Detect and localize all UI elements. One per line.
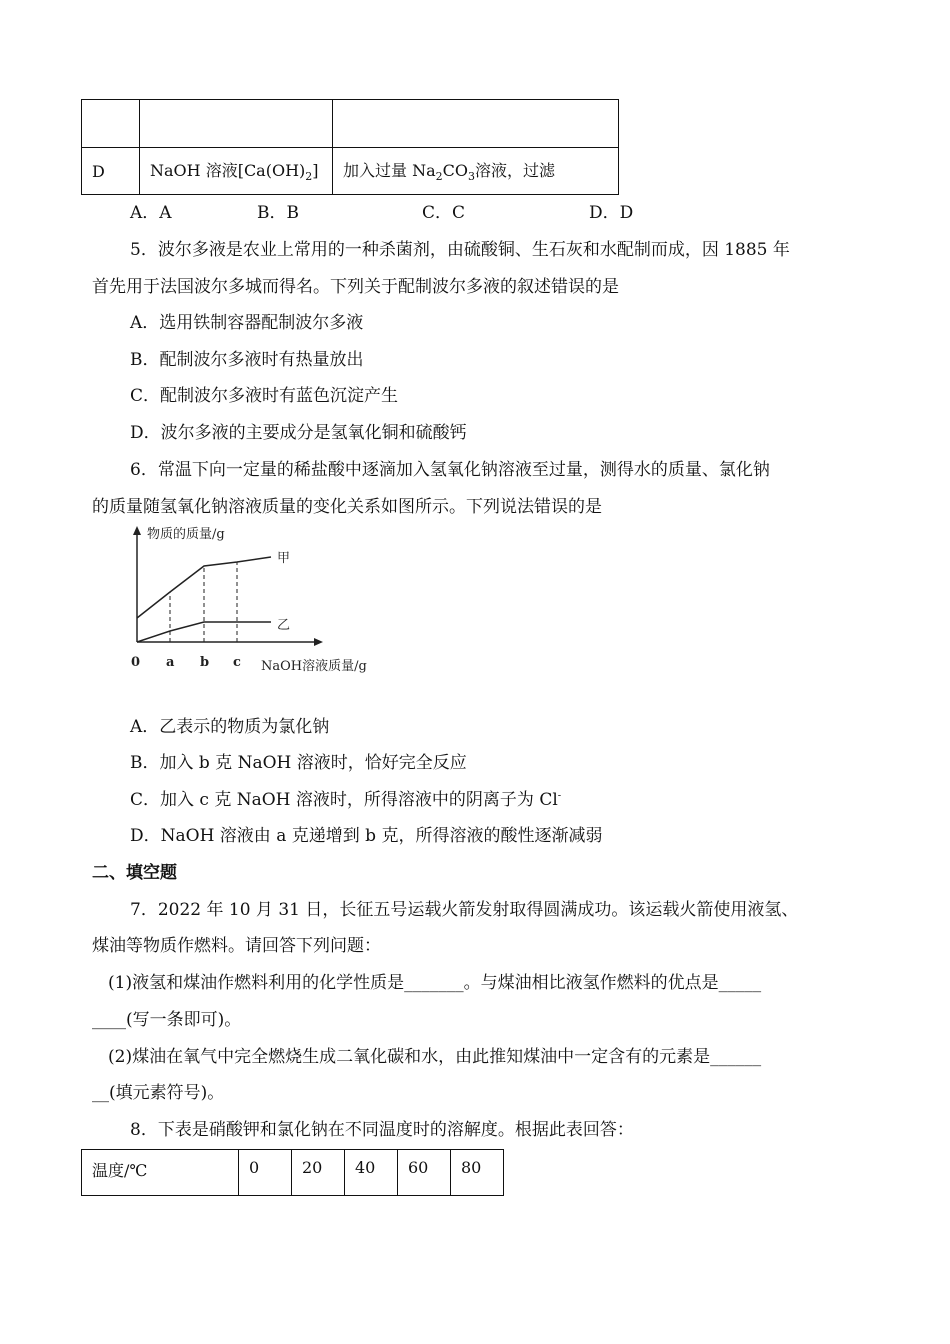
q5-option-a: A．选用铁制容器配制波尔多液 [130,313,364,333]
tick-label-0: 0 [131,655,141,670]
table-header-cell: 60 [398,1150,451,1196]
solubility-table [81,1149,504,1196]
x-axis-label: NaOH溶液质量/g [261,659,367,674]
table-header-cell: 温度/℃ [82,1150,239,1196]
q6-option-b: B．加入 b 克 NaOH 溶液时，恰好完全反应 [130,753,467,773]
question-6-stem-cont: 的质量随氢氧化钠溶液质量的变化关系如图所示。下列说法错误的是 [92,497,602,517]
table-cell: D [82,148,140,195]
table-header-cell: 0 [239,1150,292,1196]
table-cell [333,100,619,148]
question-7-sub2: (2)煤油在氧气中完全燃烧生成二氧化碳和水，由此推知煤油中一定含有的元素是______ [108,1047,762,1067]
series-jia-line [137,557,271,618]
table-header-cell: 40 [345,1150,398,1196]
table-header-cell: 80 [451,1150,504,1196]
table-cell: NaOH 溶液$[Ca(OH)_2]$ [140,148,333,195]
options-table [81,99,619,195]
mass-chart [125,520,395,680]
question-7-sub2-cont: __(填元素符号)。 [92,1083,225,1103]
question-7-sub1-cont: ____(写一条即可)。 [92,1010,242,1030]
question-5-stem-cont: 首先用于法国波尔多城而得名。下列关于配制波尔多液的叙述错误的是 [92,277,619,297]
q5-option-c: C．配制波尔多液时有蓝色沉淀产生 [130,386,399,406]
y-axis-label: 物质的质量/g [147,527,225,542]
option-a: A．A [130,203,172,223]
tick-label-b: b [200,655,210,670]
tick-label-c: c [233,655,241,670]
question-7-sub1: (1)液氢和煤油作燃料利用的化学性质是_______。与煤油相比液氢作燃料的优点是_____ [108,973,762,993]
option-d: D．D [589,203,634,223]
q5-option-d: D．波尔多液的主要成分是氢氧化铜和硫酸钙 [130,423,467,443]
x-axis-arrow [314,638,323,646]
option-b: B．B [257,203,299,223]
q6-option-a: A．乙表示的物质为氯化钠 [130,717,330,737]
table-cell [82,100,140,148]
section-title: 二、填空题 [92,863,177,883]
table-header-cell: 20 [292,1150,345,1196]
option-c: C．C [422,203,466,223]
question-8-stem: 8．下表是硝酸钾和氯化钠在不同温度时的溶解度。根据此表回答： [130,1120,634,1140]
q5-option-b: B．配制波尔多液时有热量放出 [130,350,364,370]
question-5-stem: 5．波尔多液是农业上常用的一种杀菌剂，由硫酸铜、生石灰和水配制而成，因 1885 年 [130,240,790,260]
question-6-stem: 6．常温下向一定量的稀盐酸中逐滴加入氢氧化钠溶液至过量，测得水的质量、氯化钠 [130,460,770,480]
table-cell: 加入过量 $Na_2CO_3$溶液，过滤 [333,148,619,195]
tick-label-a: a [166,655,175,670]
question-7-stem: 7．2022 年 10 月 31 日，长征五号运载火箭发射取得圆满成功。该运载火箭使用液氢、 [130,900,799,920]
y-axis-arrow [133,526,141,535]
series-jia-label: 甲 [277,551,291,566]
series-yi-label: 乙 [277,618,291,633]
q6-option-d: D．NaOH 溶液由 a 克递增到 b 克，所得溶液的酸性逐渐减弱 [130,826,603,846]
table-cell [140,100,333,148]
q6-option-c: C．加入 c 克 NaOH 溶液时，所得溶液中的阴离子为 Cl- [130,790,562,810]
question-7-stem-cont: 煤油等物质作燃料。请回答下列问题： [92,936,381,956]
